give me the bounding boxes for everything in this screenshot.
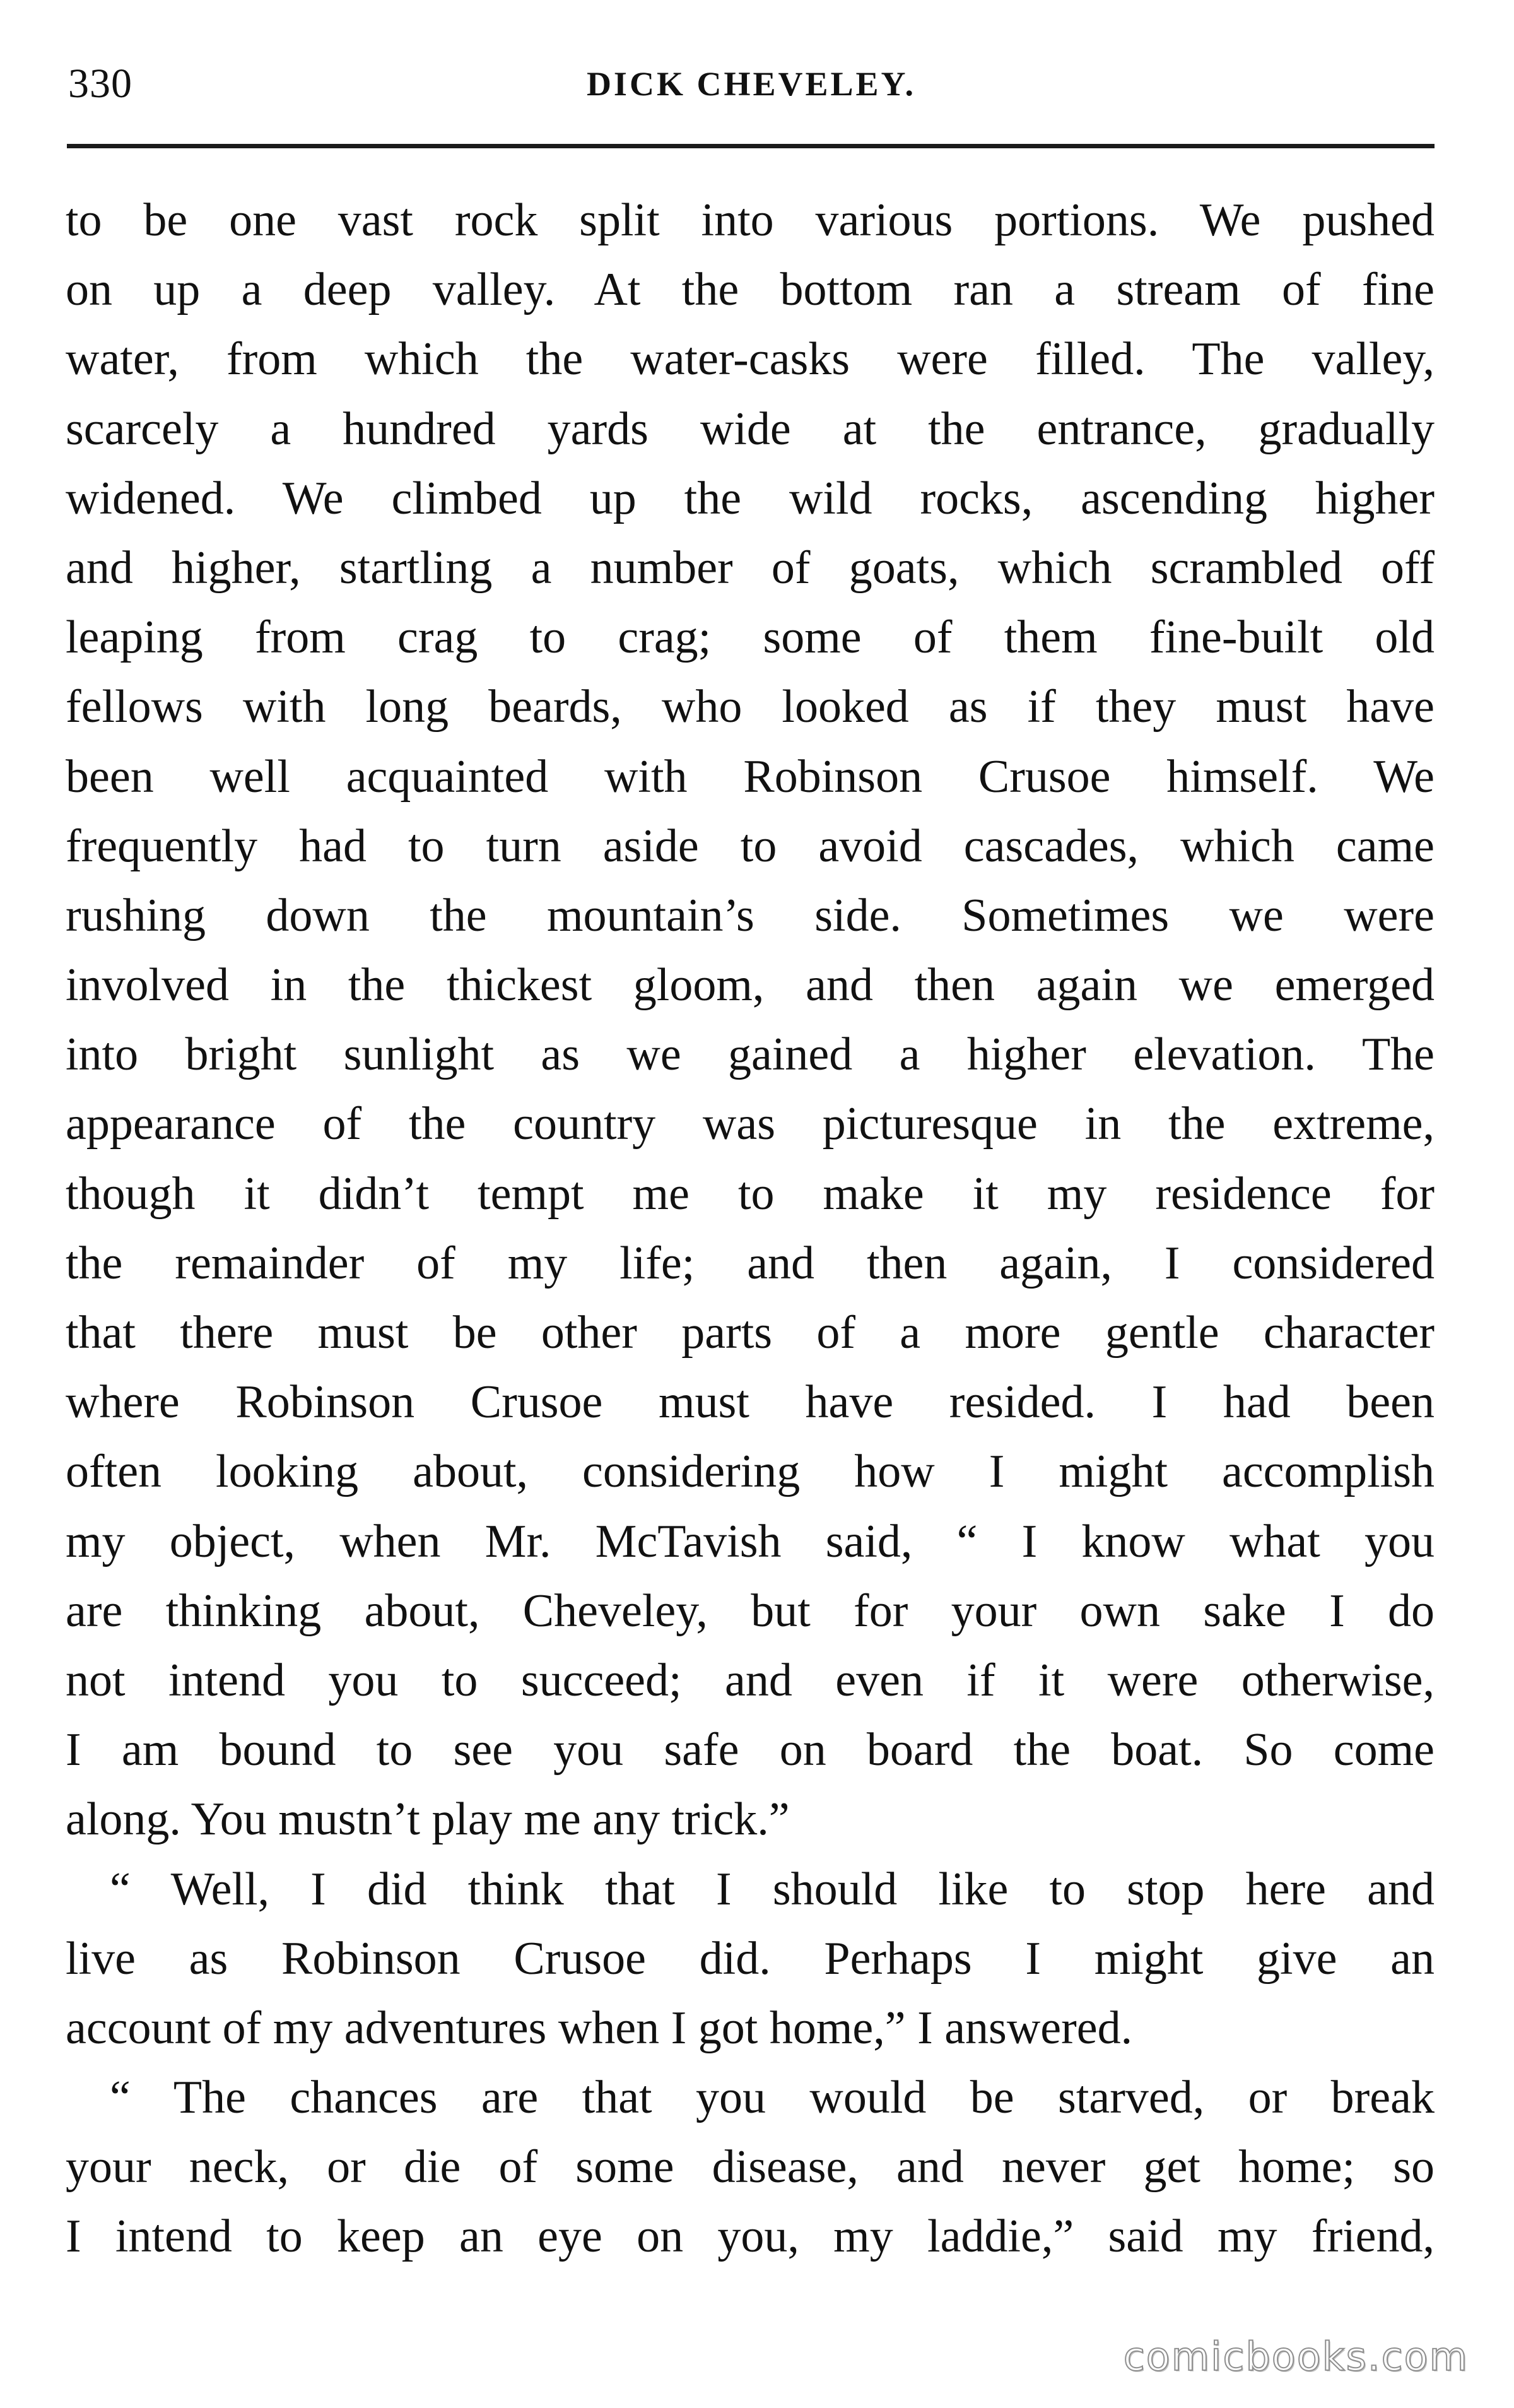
- text-line: where Robinson Crusoe must have resided. I had been: [66, 1376, 1435, 1429]
- text-line: I am bound to see you safe on board the boat. So come: [66, 1724, 1435, 1776]
- text-line: your neck, or die of some disease, and never get home; so: [66, 2141, 1435, 2193]
- text-line: live as Robinson Crusoe did. Perhaps I might give an: [66, 1932, 1435, 1985]
- running-head: [68, 56, 1435, 112]
- text-line: along. You mustn’t play me any trick.”: [66, 1793, 790, 1846]
- text-line: that there must be other parts of a more gentle character: [66, 1307, 1435, 1359]
- text-line: I intend to keep an eye on you, my laddie,” said my friend,: [66, 2210, 1435, 2263]
- body-text: [66, 186, 1435, 2272]
- text-line: widened. We climbed up the wild rocks, ascending higher: [66, 472, 1435, 524]
- header-rule: [67, 144, 1435, 148]
- text-line: account of my adventures when I got home,” I answered.: [66, 2002, 1133, 2054]
- text-line: been well acquainted with Robinson Crusoe himself. We: [66, 750, 1435, 803]
- text-line: frequently had to turn aside to avoid cascades, which came: [66, 820, 1435, 872]
- text-line: often looking about, considering how I might accomplish: [66, 1446, 1435, 1498]
- text-line: are thinking about, Cheveley, but for your own sake I do: [66, 1585, 1435, 1637]
- text-line: rushing down the mountain’s side. Sometimes we were: [66, 889, 1435, 941]
- text-line: fellows with long beards, who looked as if they must have: [66, 681, 1435, 733]
- text-line: not intend you to succeed; and even if it were otherwise,: [66, 1654, 1435, 1706]
- text-line: appearance of the country was picturesque in the extreme,: [66, 1098, 1435, 1150]
- watermark: comicbooks.com: [1123, 2334, 1469, 2380]
- text-line: and higher, startling a number of goats, which scrambled off: [66, 541, 1435, 594]
- text-line: “ The chances are that you would be starved, or break: [110, 2072, 1435, 2124]
- text-line: water, from which the water-casks were filled. The valley,: [66, 333, 1435, 386]
- text-line: leaping from crag to crag; some of them fine-built old: [66, 611, 1435, 664]
- text-line: to be one vast rock split into various portions. We pushed: [66, 194, 1435, 246]
- running-title: DICK CHEVELEY.: [586, 65, 917, 103]
- text-line: though it didn’t tempt me to make it my residence for: [66, 1167, 1435, 1220]
- text-line: my object, when Mr. McTavish said, “ I know what you: [66, 1515, 1435, 1567]
- text-line: involved in the thickest gloom, and then again we emerged: [66, 959, 1435, 1012]
- text-line: the remainder of my life; and then again, I considered: [66, 1237, 1435, 1289]
- text-line: “ Well, I did think that I should like to stop here and: [110, 1863, 1435, 1915]
- text-line: into bright sunlight as we gained a higher elevation. The: [66, 1029, 1435, 1081]
- text-line: on up a deep valley. At the bottom ran a stream of fine: [66, 264, 1435, 316]
- page-number: 330: [68, 61, 132, 107]
- text-line: scarcely a hundred yards wide at the entrance, gradually: [66, 403, 1435, 455]
